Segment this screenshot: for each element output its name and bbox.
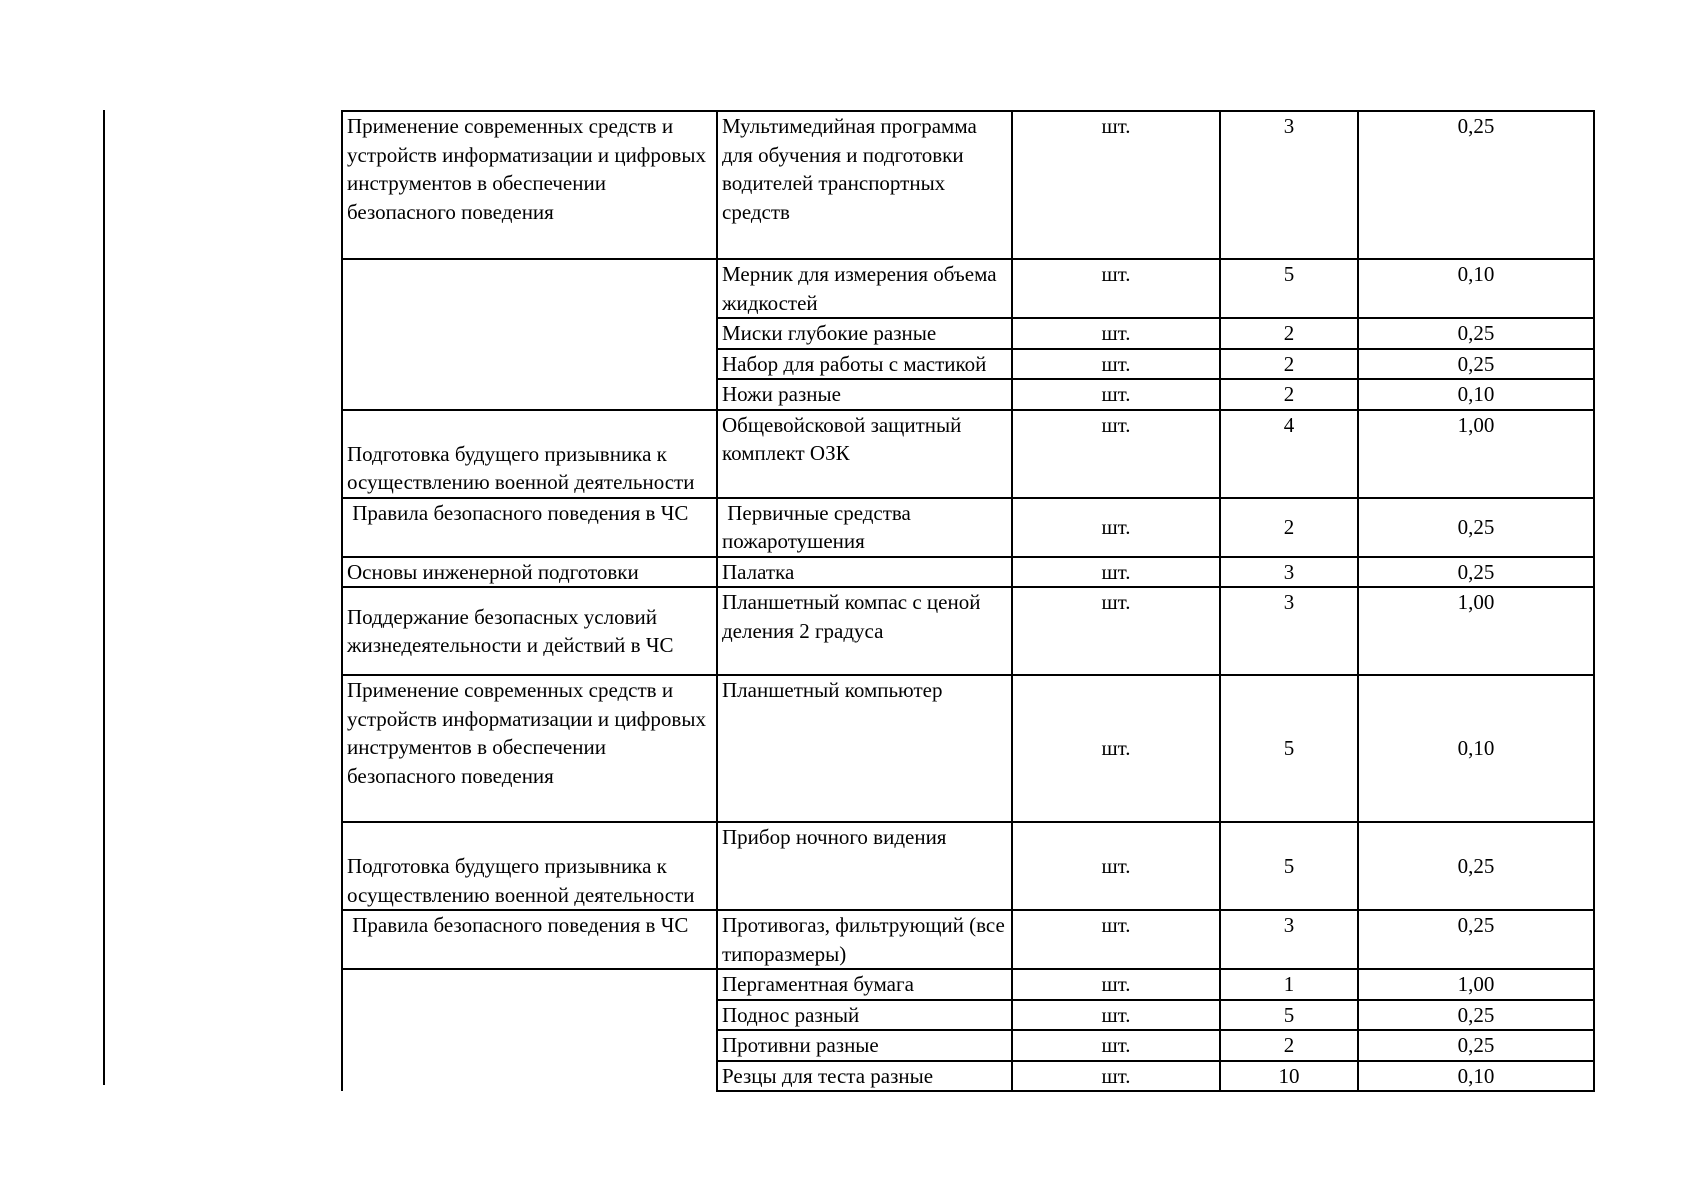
section-cell-empty bbox=[342, 969, 717, 1091]
coef-cell: 1,00 bbox=[1358, 587, 1594, 675]
table-row bbox=[342, 111, 1594, 259]
unit-cell: шт. bbox=[1012, 910, 1220, 969]
item-cell: Пергаментная бумага bbox=[717, 969, 1012, 1000]
coef-cell: 0,25 bbox=[1358, 1030, 1594, 1061]
section-cell: Правила безопасного поведения в ЧС bbox=[342, 910, 717, 969]
unit-cell: шт. bbox=[1012, 349, 1220, 380]
qty-cell: 3 bbox=[1220, 111, 1358, 259]
section-cell: Применение современных средств и устройств информатизации и цифровых инструментов в обеспечении безопасного поведения bbox=[342, 111, 717, 259]
item-cell: Прибор ночного видения bbox=[717, 822, 1012, 910]
coef-cell: 0,25 bbox=[1358, 557, 1594, 588]
unit-cell: шт. bbox=[1012, 1000, 1220, 1031]
page-margin-rule bbox=[103, 110, 105, 1085]
item-cell: Планшетный компьютер bbox=[717, 675, 1012, 822]
section-cell: Применение современных средств и устройств информатизации и цифровых инструментов в обеспечении безопасного поведения bbox=[342, 675, 717, 822]
section-cell: Поддержание безопасных условий жизнедеятельности и действий в ЧС bbox=[342, 587, 717, 675]
unit-cell: шт. bbox=[1012, 410, 1220, 498]
unit-cell: шт. bbox=[1012, 379, 1220, 410]
item-cell: Резцы для теста разные bbox=[717, 1061, 1012, 1092]
item-cell: Миски глубокие разные bbox=[717, 318, 1012, 349]
coef-cell: 1,00 bbox=[1358, 969, 1594, 1000]
coef-cell: 0,25 bbox=[1358, 910, 1594, 969]
qty-cell: 5 bbox=[1220, 259, 1358, 318]
item-cell: Поднос разный bbox=[717, 1000, 1012, 1031]
coef-cell: 0,25 bbox=[1358, 318, 1594, 349]
qty-cell: 5 bbox=[1220, 1000, 1358, 1031]
unit-cell: шт. bbox=[1012, 822, 1220, 910]
item-cell: Противогаз, фильтрующий (все типоразмеры) bbox=[717, 910, 1012, 969]
item-cell: Мультимедийная программа для обучения и подготовки водителей транспортных средств bbox=[717, 111, 1012, 259]
qty-cell: 10 bbox=[1220, 1061, 1358, 1092]
qty-cell: 2 bbox=[1220, 1030, 1358, 1061]
table-row bbox=[342, 587, 1594, 675]
coef-cell: 0,10 bbox=[1358, 259, 1594, 318]
section-cell-empty bbox=[342, 259, 717, 410]
unit-cell: шт. bbox=[1012, 969, 1220, 1000]
coef-cell: 0,25 bbox=[1358, 111, 1594, 259]
unit-cell: шт. bbox=[1012, 111, 1220, 259]
qty-cell: 3 bbox=[1220, 557, 1358, 588]
unit-cell: шт. bbox=[1012, 318, 1220, 349]
qty-cell: 3 bbox=[1220, 910, 1358, 969]
table-row bbox=[342, 910, 1594, 969]
item-cell: Общевойсковой защитный комплект ОЗК bbox=[717, 410, 1012, 498]
coef-cell: 1,00 bbox=[1358, 410, 1594, 498]
coef-cell: 0,10 bbox=[1358, 1061, 1594, 1092]
table-row bbox=[342, 822, 1594, 910]
qty-cell: 3 bbox=[1220, 587, 1358, 675]
section-cell: Подготовка будущего призывника к осуществлению военной деятельности bbox=[342, 410, 717, 498]
table-row bbox=[342, 675, 1594, 822]
section-cell: Правила безопасного поведения в ЧС bbox=[342, 498, 717, 557]
coef-cell: 0,25 bbox=[1358, 498, 1594, 557]
table-row bbox=[342, 498, 1594, 557]
unit-cell: шт. bbox=[1012, 1030, 1220, 1061]
item-cell: Противни разные bbox=[717, 1030, 1012, 1061]
qty-cell: 2 bbox=[1220, 379, 1358, 410]
coef-cell: 0,10 bbox=[1358, 675, 1594, 822]
unit-cell: шт. bbox=[1012, 1061, 1220, 1092]
unit-cell: шт. bbox=[1012, 587, 1220, 675]
unit-cell: шт. bbox=[1012, 259, 1220, 318]
unit-cell: шт. bbox=[1012, 557, 1220, 588]
coef-cell: 0,10 bbox=[1358, 379, 1594, 410]
unit-cell: шт. bbox=[1012, 675, 1220, 822]
section-cell: Подготовка будущего призывника к осуществлению военной деятельности bbox=[342, 822, 717, 910]
item-cell: Палатка bbox=[717, 557, 1012, 588]
item-cell: Первичные средства пожаротушения bbox=[717, 498, 1012, 557]
table-row bbox=[342, 259, 1594, 318]
equipment-table bbox=[341, 110, 1595, 1092]
table-row bbox=[342, 557, 1594, 588]
coef-cell: 0,25 bbox=[1358, 349, 1594, 380]
qty-cell: 5 bbox=[1220, 675, 1358, 822]
qty-cell: 2 bbox=[1220, 318, 1358, 349]
coef-cell: 0,25 bbox=[1358, 822, 1594, 910]
table-row bbox=[342, 410, 1594, 498]
qty-cell: 4 bbox=[1220, 410, 1358, 498]
qty-cell: 2 bbox=[1220, 498, 1358, 557]
item-cell: Набор для работы с мастикой bbox=[717, 349, 1012, 380]
table-row bbox=[342, 969, 1594, 1000]
coef-cell: 0,25 bbox=[1358, 1000, 1594, 1031]
qty-cell: 1 bbox=[1220, 969, 1358, 1000]
item-cell: Ножи разные bbox=[717, 379, 1012, 410]
qty-cell: 5 bbox=[1220, 822, 1358, 910]
item-cell: Мерник для измерения объема жидкостей bbox=[717, 259, 1012, 318]
item-cell: Планшетный компас с ценой деления 2 градуса bbox=[717, 587, 1012, 675]
unit-cell: шт. bbox=[1012, 498, 1220, 557]
qty-cell: 2 bbox=[1220, 349, 1358, 380]
section-cell: Основы инженерной подготовки bbox=[342, 557, 717, 588]
